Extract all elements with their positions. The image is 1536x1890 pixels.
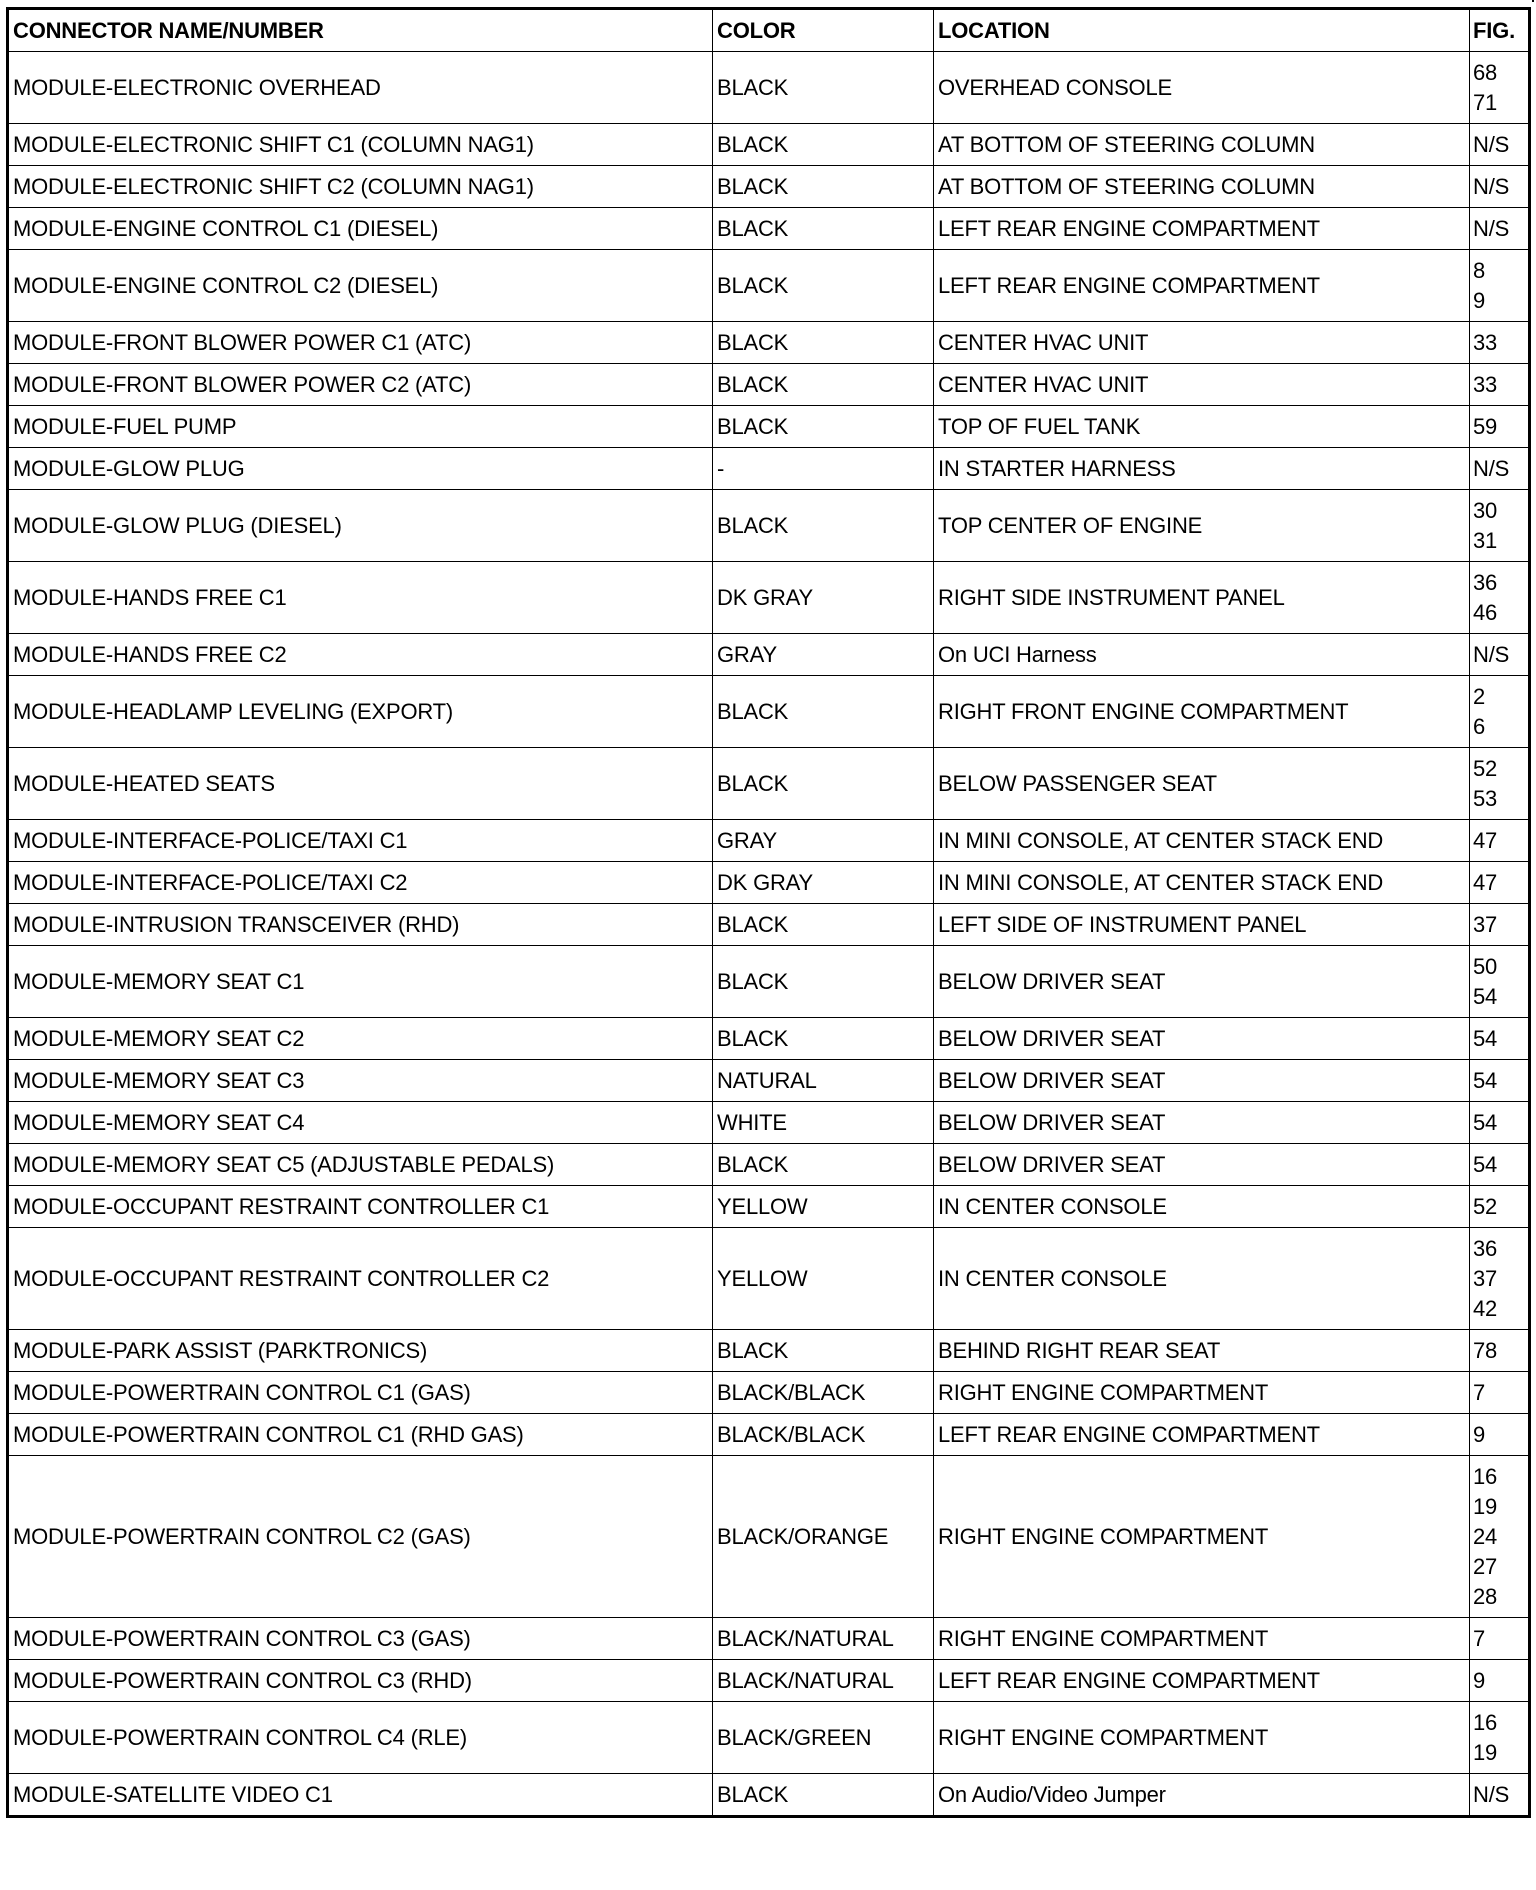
fig-cell: 68 71 (1470, 52, 1530, 124)
location-cell: BELOW DRIVER SEAT (934, 1144, 1470, 1186)
fig-cell: N/S (1470, 448, 1530, 490)
color-cell: GRAY (713, 634, 934, 676)
color-cell: BLACK (713, 322, 934, 364)
connector-name-cell: MODULE-FRONT BLOWER POWER C1 (ATC) (8, 322, 713, 364)
color-cell: NATURAL (713, 1060, 934, 1102)
fig-cell: 9 (1470, 1660, 1530, 1702)
connector-name-cell: MODULE-MEMORY SEAT C5 (ADJUSTABLE PEDALS) (8, 1144, 713, 1186)
connector-name-cell: MODULE-HEADLAMP LEVELING (EXPORT) (8, 676, 713, 748)
color-cell: BLACK (713, 1144, 934, 1186)
color-cell: YELLOW (713, 1228, 934, 1330)
location-cell: LEFT REAR ENGINE COMPARTMENT (934, 1414, 1470, 1456)
fig-cell: 47 (1470, 820, 1530, 862)
color-cell: BLACK (713, 124, 934, 166)
fig-cell: 52 (1470, 1186, 1530, 1228)
location-cell: CENTER HVAC UNIT (934, 322, 1470, 364)
color-cell: BLACK/BLACK (713, 1414, 934, 1456)
connector-name-cell: MODULE-SATELLITE VIDEO C1 (8, 1774, 713, 1817)
table-row (8, 1618, 1530, 1660)
connector-name-cell: MODULE-INTERFACE-POLICE/TAXI C1 (8, 820, 713, 862)
table-row (8, 52, 1530, 124)
location-cell: LEFT REAR ENGINE COMPARTMENT (934, 208, 1470, 250)
header-fig: FIG. (1470, 9, 1530, 52)
location-cell: CENTER HVAC UNIT (934, 364, 1470, 406)
fig-cell: 33 (1470, 322, 1530, 364)
header-color: COLOR (713, 9, 934, 52)
table-row (8, 1102, 1530, 1144)
fig-cell: N/S (1470, 634, 1530, 676)
location-cell: BELOW DRIVER SEAT (934, 1102, 1470, 1144)
table-row (8, 904, 1530, 946)
fig-cell: N/S (1470, 124, 1530, 166)
color-cell: GRAY (713, 820, 934, 862)
connector-name-cell: MODULE-ELECTRONIC SHIFT C1 (COLUMN NAG1) (8, 124, 713, 166)
color-cell: BLACK (713, 490, 934, 562)
header-location: LOCATION (934, 9, 1470, 52)
color-cell: WHITE (713, 1102, 934, 1144)
table-body (8, 52, 1530, 1817)
table-row (8, 1228, 1530, 1330)
table-row (8, 250, 1530, 322)
color-cell: BLACK (713, 1774, 934, 1817)
connector-name-cell: MODULE-INTRUSION TRANSCEIVER (RHD) (8, 904, 713, 946)
connector-name-cell: MODULE-MEMORY SEAT C1 (8, 946, 713, 1018)
connector-table (6, 7, 1531, 1818)
table-row (8, 1018, 1530, 1060)
fig-cell: 33 (1470, 364, 1530, 406)
location-cell: BELOW PASSENGER SEAT (934, 748, 1470, 820)
location-cell: IN MINI CONSOLE, AT CENTER STACK END (934, 820, 1470, 862)
table-row (8, 1660, 1530, 1702)
fig-cell: 54 (1470, 1102, 1530, 1144)
color-cell: DK GRAY (713, 862, 934, 904)
table-row (8, 748, 1530, 820)
location-cell: RIGHT ENGINE COMPARTMENT (934, 1702, 1470, 1774)
color-cell: BLACK (713, 364, 934, 406)
location-cell: On UCI Harness (934, 634, 1470, 676)
color-cell: YELLOW (713, 1186, 934, 1228)
fig-cell: 2 6 (1470, 676, 1530, 748)
connector-name-cell: MODULE-GLOW PLUG (DIESEL) (8, 490, 713, 562)
location-cell: LEFT REAR ENGINE COMPARTMENT (934, 250, 1470, 322)
location-cell: LEFT REAR ENGINE COMPARTMENT (934, 1660, 1470, 1702)
fig-cell: 52 53 (1470, 748, 1530, 820)
connector-name-cell: MODULE-OCCUPANT RESTRAINT CONTROLLER C2 (8, 1228, 713, 1330)
fig-cell: 54 (1470, 1144, 1530, 1186)
fig-cell: 50 54 (1470, 946, 1530, 1018)
fig-cell: N/S (1470, 1774, 1530, 1817)
connector-name-cell: MODULE-OCCUPANT RESTRAINT CONTROLLER C1 (8, 1186, 713, 1228)
color-cell: BLACK (713, 166, 934, 208)
connector-name-cell: MODULE-GLOW PLUG (8, 448, 713, 490)
color-cell: BLACK (713, 1018, 934, 1060)
location-cell: AT BOTTOM OF STEERING COLUMN (934, 124, 1470, 166)
fig-cell: N/S (1470, 208, 1530, 250)
connector-name-cell: MODULE-POWERTRAIN CONTROL C3 (RHD) (8, 1660, 713, 1702)
fig-cell: 54 (1470, 1018, 1530, 1060)
location-cell: On Audio/Video Jumper (934, 1774, 1470, 1817)
location-cell: BELOW DRIVER SEAT (934, 946, 1470, 1018)
color-cell: BLACK (713, 406, 934, 448)
connector-name-cell: MODULE-INTERFACE-POLICE/TAXI C2 (8, 862, 713, 904)
location-cell: RIGHT ENGINE COMPARTMENT (934, 1456, 1470, 1618)
connector-name-cell: MODULE-PARK ASSIST (PARKTRONICS) (8, 1330, 713, 1372)
table-row (8, 1774, 1530, 1817)
connector-name-cell: MODULE-HANDS FREE C2 (8, 634, 713, 676)
color-cell: BLACK/ORANGE (713, 1456, 934, 1618)
location-cell: LEFT SIDE OF INSTRUMENT PANEL (934, 904, 1470, 946)
fig-cell: N/S (1470, 166, 1530, 208)
connector-name-cell: MODULE-ELECTRONIC OVERHEAD (8, 52, 713, 124)
fig-cell: 30 31 (1470, 490, 1530, 562)
fig-cell: 8 9 (1470, 250, 1530, 322)
table-row (8, 862, 1530, 904)
table-row (8, 406, 1530, 448)
color-cell: BLACK/GREEN (713, 1702, 934, 1774)
color-cell: BLACK (713, 748, 934, 820)
color-cell: BLACK/NATURAL (713, 1660, 934, 1702)
connector-name-cell: MODULE-POWERTRAIN CONTROL C4 (RLE) (8, 1702, 713, 1774)
fig-cell: 7 (1470, 1618, 1530, 1660)
table-row (8, 364, 1530, 406)
location-cell: BEHIND RIGHT REAR SEAT (934, 1330, 1470, 1372)
table-row (8, 208, 1530, 250)
corner-mark (1532, 0, 1534, 2)
connector-name-cell: MODULE-POWERTRAIN CONTROL C3 (GAS) (8, 1618, 713, 1660)
connector-name-cell: MODULE-MEMORY SEAT C2 (8, 1018, 713, 1060)
location-cell: IN MINI CONSOLE, AT CENTER STACK END (934, 862, 1470, 904)
table-row (8, 820, 1530, 862)
location-cell: TOP CENTER OF ENGINE (934, 490, 1470, 562)
fig-cell: 78 (1470, 1330, 1530, 1372)
connector-name-cell: MODULE-POWERTRAIN CONTROL C1 (GAS) (8, 1372, 713, 1414)
color-cell: BLACK (713, 250, 934, 322)
table-row (8, 1144, 1530, 1186)
table-row (8, 1456, 1530, 1618)
table-row (8, 166, 1530, 208)
color-cell: - (713, 448, 934, 490)
table-row (8, 1414, 1530, 1456)
connector-name-cell: MODULE-MEMORY SEAT C4 (8, 1102, 713, 1144)
location-cell: IN CENTER CONSOLE (934, 1228, 1470, 1330)
fig-cell: 54 (1470, 1060, 1530, 1102)
connector-name-cell: MODULE-ELECTRONIC SHIFT C2 (COLUMN NAG1) (8, 166, 713, 208)
table-row (8, 1186, 1530, 1228)
connector-name-cell: MODULE-HANDS FREE C1 (8, 562, 713, 634)
location-cell: RIGHT SIDE INSTRUMENT PANEL (934, 562, 1470, 634)
table-row (8, 1372, 1530, 1414)
color-cell: BLACK/NATURAL (713, 1618, 934, 1660)
header-connector-name: CONNECTOR NAME/NUMBER (8, 9, 713, 52)
location-cell: OVERHEAD CONSOLE (934, 52, 1470, 124)
color-cell: BLACK (713, 208, 934, 250)
location-cell: BELOW DRIVER SEAT (934, 1018, 1470, 1060)
connector-name-cell: MODULE-POWERTRAIN CONTROL C2 (GAS) (8, 1456, 713, 1618)
table-row (8, 562, 1530, 634)
location-cell: RIGHT ENGINE COMPARTMENT (934, 1372, 1470, 1414)
connector-name-cell: MODULE-MEMORY SEAT C3 (8, 1060, 713, 1102)
table-row (8, 124, 1530, 166)
color-cell: BLACK (713, 946, 934, 1018)
fig-cell: 59 (1470, 406, 1530, 448)
header-row (8, 9, 1530, 52)
location-cell: AT BOTTOM OF STEERING COLUMN (934, 166, 1470, 208)
location-cell: IN STARTER HARNESS (934, 448, 1470, 490)
fig-cell: 36 37 42 (1470, 1228, 1530, 1330)
color-cell: BLACK/BLACK (713, 1372, 934, 1414)
table-row (8, 448, 1530, 490)
fig-cell: 16 19 24 27 28 (1470, 1456, 1530, 1618)
connector-name-cell: MODULE-FRONT BLOWER POWER C2 (ATC) (8, 364, 713, 406)
location-cell: RIGHT FRONT ENGINE COMPARTMENT (934, 676, 1470, 748)
fig-cell: 16 19 (1470, 1702, 1530, 1774)
color-cell: BLACK (713, 904, 934, 946)
connector-name-cell: MODULE-ENGINE CONTROL C2 (DIESEL) (8, 250, 713, 322)
table-row (8, 1060, 1530, 1102)
fig-cell: 36 46 (1470, 562, 1530, 634)
connector-name-cell: MODULE-POWERTRAIN CONTROL C1 (RHD GAS) (8, 1414, 713, 1456)
table-row (8, 322, 1530, 364)
color-cell: BLACK (713, 676, 934, 748)
location-cell: RIGHT ENGINE COMPARTMENT (934, 1618, 1470, 1660)
connector-name-cell: MODULE-ENGINE CONTROL C1 (DIESEL) (8, 208, 713, 250)
table-row (8, 1330, 1530, 1372)
connector-name-cell: MODULE-FUEL PUMP (8, 406, 713, 448)
location-cell: IN CENTER CONSOLE (934, 1186, 1470, 1228)
fig-cell: 9 (1470, 1414, 1530, 1456)
connector-name-cell: MODULE-HEATED SEATS (8, 748, 713, 820)
color-cell: BLACK (713, 52, 934, 124)
color-cell: DK GRAY (713, 562, 934, 634)
table-row (8, 946, 1530, 1018)
table-row (8, 1702, 1530, 1774)
location-cell: TOP OF FUEL TANK (934, 406, 1470, 448)
location-cell: BELOW DRIVER SEAT (934, 1060, 1470, 1102)
fig-cell: 47 (1470, 862, 1530, 904)
color-cell: BLACK (713, 1330, 934, 1372)
table-row (8, 490, 1530, 562)
table-row (8, 676, 1530, 748)
fig-cell: 7 (1470, 1372, 1530, 1414)
fig-cell: 37 (1470, 904, 1530, 946)
table-row (8, 634, 1530, 676)
